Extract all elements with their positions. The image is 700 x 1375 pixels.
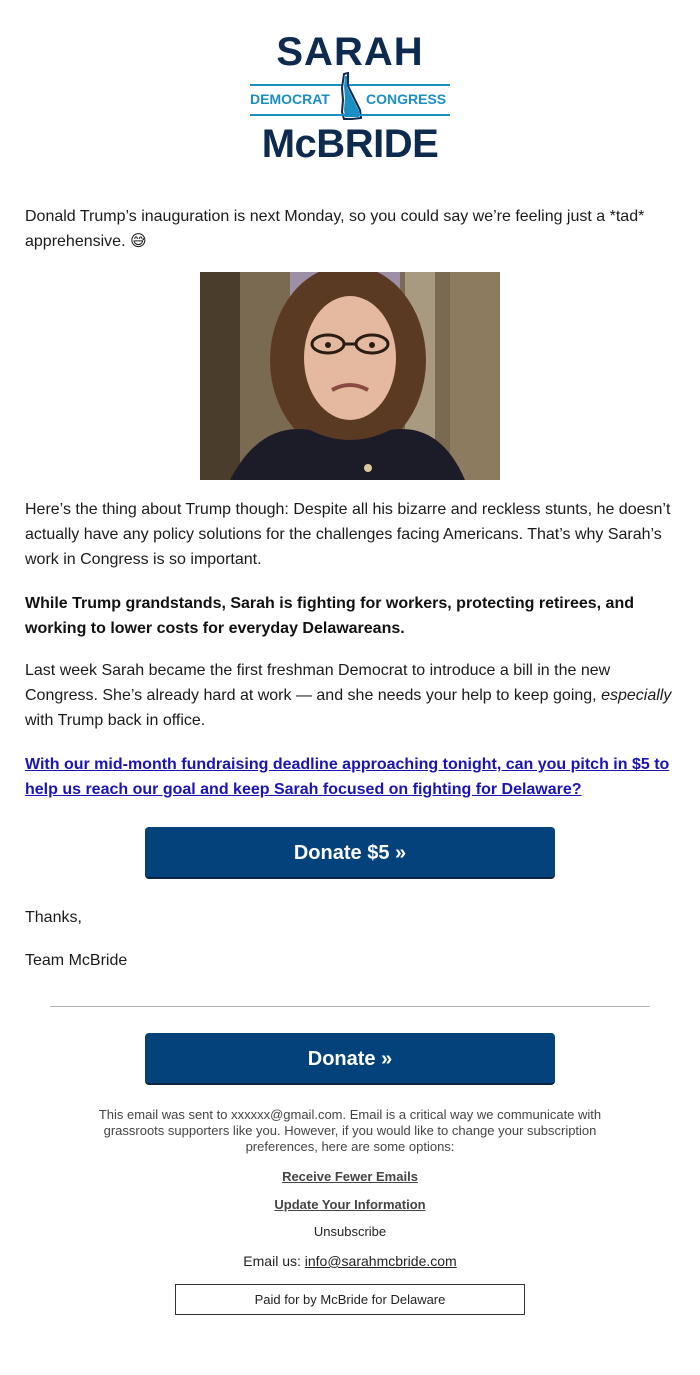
reaction-gif-image — [200, 272, 500, 480]
logo-democrat-label: DEMOCRAT — [250, 91, 330, 107]
reaction-gif-illustration — [200, 272, 500, 480]
highlight-paragraph: While Trump grandstands, Sarah is fighting for workers, protecting retirees, and working to lower costs for everyday Delawareans. — [25, 595, 634, 637]
logo-last-name: McBRIDE — [261, 122, 439, 166]
policy-paragraph: Here’s the thing about Trump though: Despite all his bizarre and reckless stunts, he doesn’t actually have any policy solutions for the challenges facing Americans. That’s why Sarah’s work in Congress is so important. — [25, 501, 671, 568]
logo-congress-label: CONGRESS — [366, 91, 447, 107]
intro-paragraph: Donald Trump’s inauguration is next Monday, so you could say we’re feeling just a *tad* apprehensive. 😅 — [25, 208, 645, 250]
donate-5-button[interactable]: Donate $5 » — [145, 827, 555, 879]
bill-paragraph — [25, 658, 675, 733]
receive-fewer-emails-link[interactable]: Receive Fewer Emails — [282, 1169, 418, 1184]
bill-paragraph-end: with Trump back in office. — [25, 712, 206, 729]
footer-divider — [50, 1006, 650, 1007]
paid-for-disclaimer: Paid for by McBride for Delaware — [175, 1284, 525, 1315]
thanks-text: Thanks, — [25, 909, 82, 926]
fundraising-cta-link[interactable]: With our mid-month fundraising deadline approaching tonight, can you pitch in $5 to help us reach our goal and keep Sarah focused on fighting for Delaware? — [25, 756, 670, 798]
bill-paragraph-emphasis: especially — [601, 687, 672, 704]
bill-paragraph-start: Last week Sarah became the first freshman Democrat to introduce a bill in the new Congress. She’s already hard at work — and she needs your help to keep going, — [25, 662, 611, 704]
footer-subscription-note: This email was sent to xxxxxx@gmail.com. Email is a critical way we communicate with grassroots supporters like you. However, if you would like to change your subscription preferences, here are some options: — [98, 1107, 602, 1154]
contact-email-link[interactable]: info@sarahmcbride.com — [304, 1253, 457, 1269]
contact-email-line — [150, 1253, 550, 1270]
donate-button[interactable]: Donate » — [145, 1033, 555, 1085]
email-label: Email us: — [243, 1253, 305, 1269]
update-information-link[interactable]: Update Your Information — [274, 1197, 426, 1212]
logo-line-bottom — [250, 114, 450, 116]
signature-text: Team McBride — [25, 952, 128, 969]
logo-first-name: SARAH — [276, 30, 424, 74]
unsubscribe-link[interactable]: Unsubscribe — [313, 1224, 387, 1239]
campaign-logo — [248, 30, 452, 166]
